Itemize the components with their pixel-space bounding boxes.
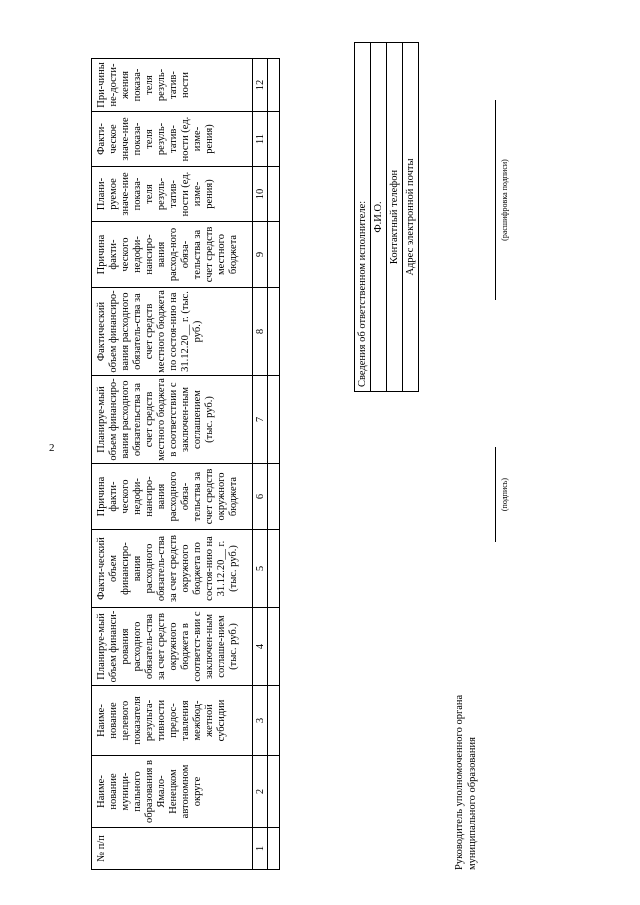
header-cell: Наиме-нование муници-пального образования в Ямало-Ненецком автономном округе [92, 756, 253, 828]
empty-cell [268, 608, 280, 686]
contact-title: Сведения об ответственном исполнителе: [355, 43, 371, 392]
empty-cell [268, 686, 280, 756]
column-number: 2 [253, 756, 268, 828]
page-number: 2 [49, 442, 55, 454]
empty-cell [268, 464, 280, 530]
empty-cell [268, 112, 280, 167]
column-number: 5 [253, 530, 268, 608]
column-number-row [253, 59, 268, 870]
column-number: 4 [253, 608, 268, 686]
column-number: 9 [253, 222, 268, 288]
signature-caption: (подпись) [500, 477, 509, 512]
column-number: 6 [253, 464, 268, 530]
column-number: 7 [253, 376, 268, 464]
decode-line [495, 100, 496, 300]
column-number: 8 [253, 288, 268, 376]
rotated-page-content [45, 25, 595, 880]
empty-cell [268, 376, 280, 464]
signer-line-1: Руководитель уполномоченного органа [454, 694, 465, 870]
empty-cell [268, 828, 280, 870]
empty-cell [268, 288, 280, 376]
empty-cell [268, 167, 280, 222]
column-number: 3 [253, 686, 268, 756]
column-number: 10 [253, 167, 268, 222]
subsidy-report-table [91, 58, 280, 870]
header-cell: Факти-ческое значе-ние показа-теля резуль-татив-ности (ед. изме-рения) [92, 112, 253, 167]
decode-caption: (расшифровка подписи) [500, 159, 509, 241]
signature-line [495, 447, 496, 542]
column-number: 12 [253, 59, 268, 112]
empty-cell [268, 530, 280, 608]
contact-email-label: Адрес электронной почты [403, 43, 419, 392]
contact-info-table [354, 42, 419, 392]
signer-line-2: муниципального образования [467, 737, 478, 870]
contact-phone-label: Контактный телефон [387, 43, 403, 392]
column-number: 11 [253, 112, 268, 167]
empty-cell [268, 59, 280, 112]
header-cell: Фактический объем финансиро-вания расходного обязатель-ства за счет средств местного бюджета по состоя-нию на 31.12.20__ г. (тыс. руб.) [92, 288, 253, 376]
header-cell: Факти-ческий объем финансиро-вания расходного обязатель-ства за счет средств окружного бюджета по состоя-нию на 31.12.20__ г. (тыс. руб.) [92, 530, 253, 608]
table-header-row [92, 59, 253, 870]
empty-cell [268, 756, 280, 828]
signer-title [453, 695, 479, 870]
header-cell: Плани-руемое значе-ние показа-теля резуль-татив-ности (ед. изме-рения) [92, 167, 253, 222]
empty-cell [268, 222, 280, 288]
empty-data-row [268, 59, 280, 870]
header-cell: № п/п [92, 828, 253, 870]
column-number: 1 [253, 828, 268, 870]
header-cell: Планируе-мый объем финансиро-вания расходного обязательства за счет средств местного бюджета в соответствии с заключен-ным соглашением (тыс. руб.) [92, 376, 253, 464]
header-cell: Планируе-мый объем финанси-рования расходного обязатель-ства за счет средств окружного бюджета в соответст-вии с заключен-ным соглаше-нием (тыс. руб.) [92, 608, 253, 686]
header-cell: При-чины не-дости-жения показа-теля резуль-татив-ности [92, 59, 253, 112]
contact-fio-label: Ф.И.О. [371, 43, 387, 392]
header-cell: Причина факти-ческого недофи-нансиро-вания расходного обяза-тельства за счет средств окружного бюджета [92, 464, 253, 530]
header-cell: Причина факти-ческого недофи-нансиро-вания расход-ного обяза-тельства за счет средств местного бюджета [92, 222, 253, 288]
header-cell: Наиме-нование целевого показателя результа-тивности предос-тавления межбюд-жетной субсидии [92, 686, 253, 756]
